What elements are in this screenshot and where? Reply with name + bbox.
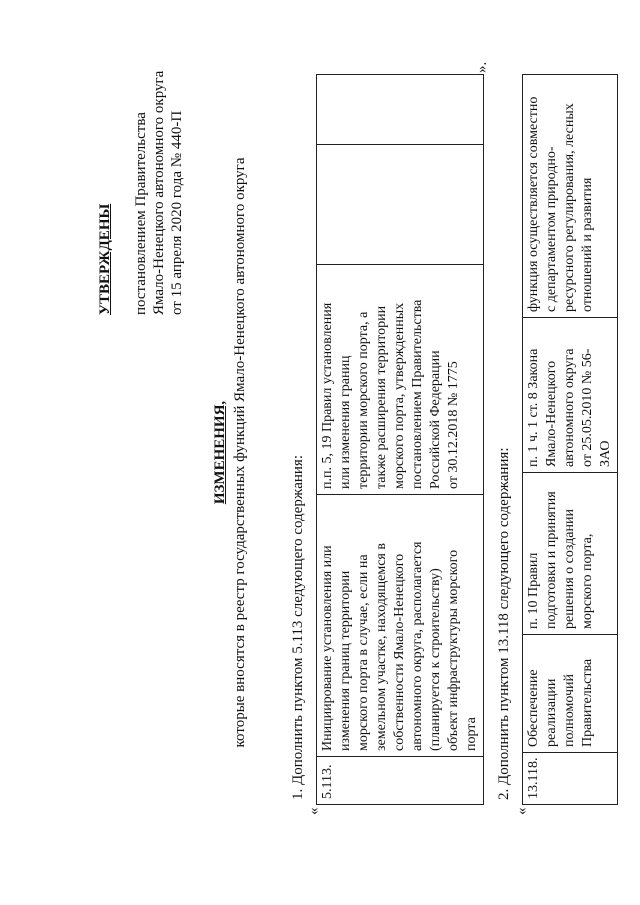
section-1-intro: 1. Дополнить пунктом 5.113 следующего содержания: (290, 455, 306, 800)
approval-line-3: от 15 апреля 2020 года № 440-П (169, 110, 185, 315)
table-row (317, 75, 484, 805)
section-1-open-quote: « (306, 807, 322, 815)
empty-cell (317, 145, 484, 265)
section-2-table (522, 74, 618, 805)
legal-basis-federal: п. 10 Правил подготовки и принятия решения о создании морского порта, (523, 473, 618, 635)
function-note: функция осуществляется совместно с департаментом природно- ресурсного регулирования, лесных отношений и развития (523, 75, 618, 318)
section-2-open-quote: « (514, 807, 530, 815)
section-1-close-quote: ». (474, 61, 490, 73)
row-number: 13.118. (523, 753, 618, 805)
document-title: ИЗМЕНЕНИЯ, (212, 400, 228, 505)
section-1-table (316, 74, 484, 805)
table-row (523, 75, 618, 805)
function-name: Обеспечение реализации полномочий Правительства (523, 635, 618, 753)
function-name: Инициирование установления или изменения границ территории морского порта в случае, если на земельном участке, находящемся в собственности Ямало-Ненецкого автономного округа, располагается (планируется к строительству) объект инфраструктуры морского порта (317, 495, 484, 757)
legal-basis-regional: п. 1 ч. 1 ст. 8 Закона Ямало-Ненецкого автономного округа от 25.05.2010 № 56-ЗАО (523, 318, 618, 473)
approval-block (96, 71, 186, 315)
row-number: 5.113. (317, 757, 484, 805)
section-2-intro: 2. Дополнить пунктом 13.118 следующего содержания: (496, 447, 512, 800)
legal-basis: п.п. 5, 19 Правил установления или изменения границ территории морского порта, а также расширения территории морского порта, утвержденных постановлением Правительства Российской Федерации от 30.12.2018 № 1775 (317, 265, 484, 495)
document-subtitle: которые вносятся в реестр государственных функций Ямало-Ненецкого автономного округа (232, 157, 248, 748)
approval-line-1: постановлением Правительства (133, 112, 149, 315)
approval-heading: УТВЕРЖДЕНЫ (97, 203, 113, 315)
approval-line-2: Ямало-Ненецкого автономного округа (151, 70, 167, 315)
empty-cell (317, 75, 484, 145)
